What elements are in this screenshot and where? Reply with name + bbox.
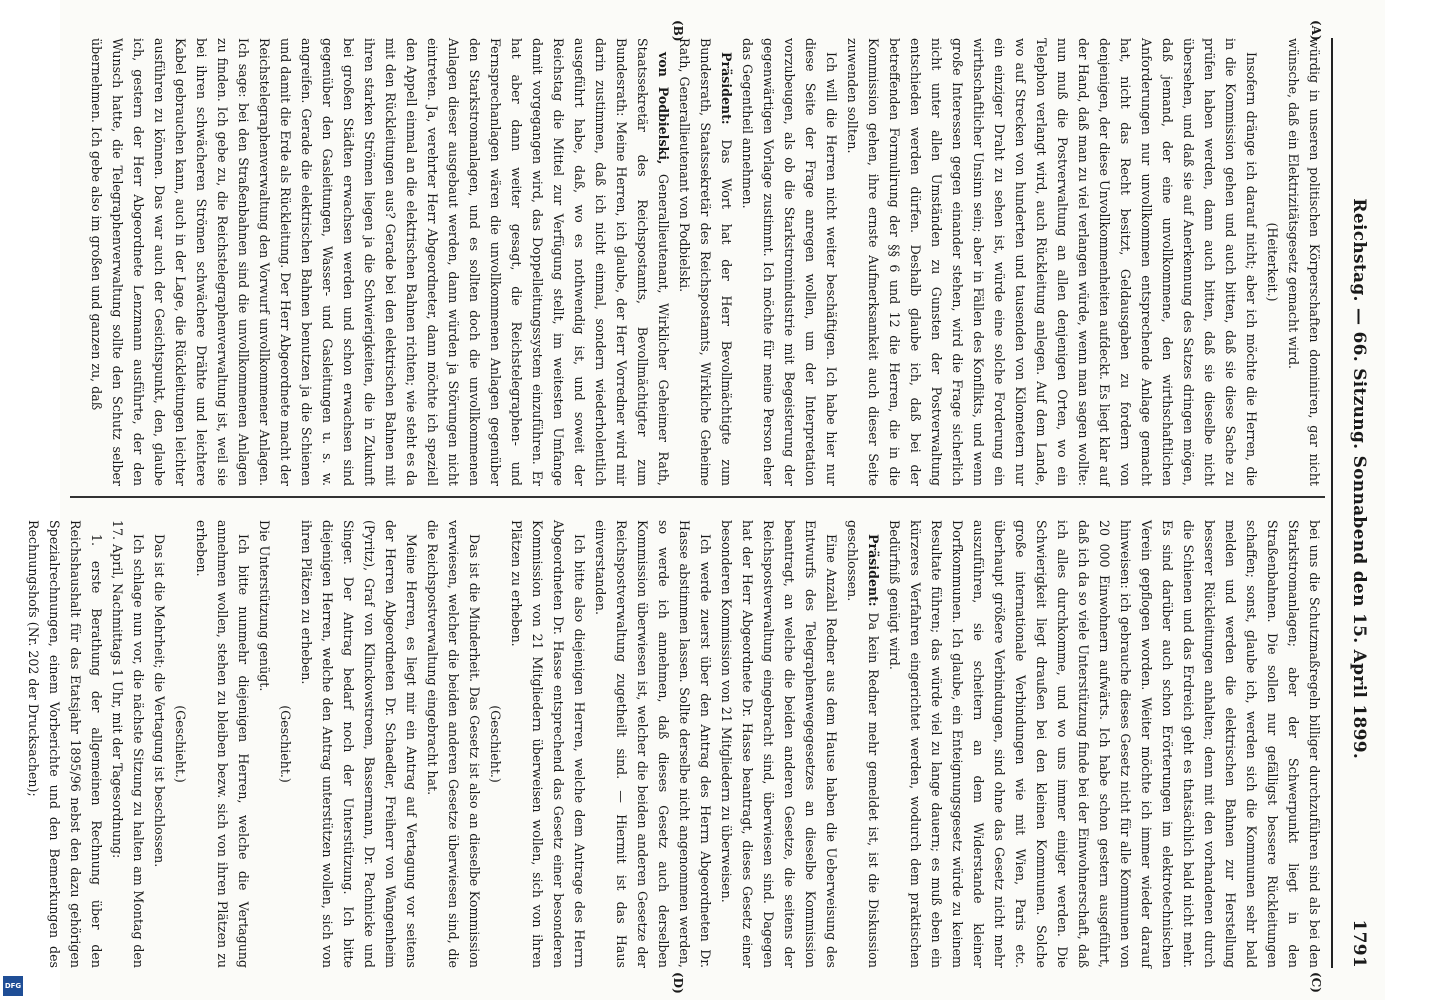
paragraph-text: bei uns die Schutzmaßregeln billiger durchzuführen sind als bei den Starkstromanlagen; aber der Schwerpunkt liegt in den Straßenbahnen. Die sollen nur gefälligst bessere Rückleitungen schaffen; sonst, glaube ich, werden sich die Kommunen sehr bald melden und werden die elektrischen Bahnen zur Herstellung besserer Rückleitungen anhalten; denn mit den vorhandenen durch die Schienen und das Erdreich geht es thatsächlich bald nicht mehr. Es sind darüber auch schon Erörterungen im elektrotechnischen Verein gepflogen worden. Weiter möchte ich immer wieder darauf hinweisen: ich gebrauche dieses Gesetz nicht für alle Kommunen von 20 000 Einwohnern aufwärts. Ich habe schon gestern ausgeführt, daß ich da so viele Unterstützung finde bei der Einwohnerschaft, daß ich alles durchkomme, und wo uns immer einiger werden. Die Schwierigkeit liegt draußen bei den kleinen Kommunen. Solche große internationale Verbindungen wie mit Wien, Paris etc. überhaupt größere Verbindungen, sind ohne das Gesetz nicht mehr auszuführen, sie scheitern an dem Widerstande kleiner Dorfkommunen. Ich glaube, ein Enteignungsgesetz würde zu keinem Resultate führen; das würde viel zu lange dauern; es muß eben ein kürzeres Verfahren eingerichtet werden, wodurch dem praktischen Bedürfniß genügt wird. [887, 520, 1322, 968]
paragraph-text: Ich will die Herren nicht weiter beschäftigen. Ich habe hier nur diese Seite der Frage anregen wollen, um der Interpretation vorzubeugen, als ob die Starkstromindustrie mit Begeisterung der gegenwärtigen Vorlage zustimmt. Ich möchte für meine Person eher das Gegentheil annehmen. [740, 38, 839, 486]
paragraph [23, 520, 107, 968]
paragraph-text: Ich schlage nun vor, die nächste Sitzung zu halten am Montag den 17. April, Nachmittags 1 Uhr, mit der Tagesordnung: [110, 520, 146, 968]
paragraph-text: Das Wort hat der Herr Bevollmächtigte zum Bundesrath, Staatssekretär des Reichspostamts, Wirkliche Geheime Rath, Generallieutenant von Podbielski. [677, 38, 734, 486]
paragraph-text: Die Unterstützung genügt. [257, 520, 272, 692]
paragraph [275, 520, 296, 968]
paragraph-text: (Geschieht.) [278, 705, 293, 783]
paragraph [716, 520, 842, 968]
header-title: Reichstag. — 66. Sitzung. Sonnabend den 15. April 1899. [1349, 198, 1369, 760]
text-column-right [26, 520, 1325, 968]
rotated-page-content [26, 0, 1385, 1000]
paragraph [674, 38, 737, 486]
paragraph-text: Ich bitte nunmehr diejenigen Herren, welche die Vertagung annehmen wollen, stehen zu bleiben bezw. sich von ihren Plätzen zu erheben. [194, 520, 251, 968]
paragraph-text: Das ist die Minderheit. Das Gesetz ist also an dieselbe Kommission verwiesen, welcher die beiden anderen Gesetze überwiesen sind, die die Reichspostverwaltung eingebracht hat. [425, 520, 482, 968]
paragraph [590, 520, 716, 968]
running-header [1337, 38, 1381, 968]
paragraph [506, 520, 590, 968]
speaker-name: von Podbielski, [656, 52, 671, 165]
paragraph [1262, 38, 1283, 486]
paragraph-text: Meine Herren, es liegt mir ein Antrag auf Vertagung vor seitens der Herren Abgeordneten Dr. Schaedler, Freiherr von Wangenheim (Pyritz), Graf von Klinckowstroem, Bassermann, Dr. Pachnicke und Singer. Der Antrag bedarf noch der Unterstützung. Ich bitte diejenigen Herren, welche den Antrag unterstützen wollen, sich von ihren Plätzen zu erheben. [299, 520, 419, 968]
paragraph [254, 520, 275, 968]
paragraph-text: würdig in unseren politischen Körperschaften dominiren, gar nicht wünsche, daß ein Elektrizitätsgesetz gemacht wird. [1286, 38, 1322, 486]
paragraph [191, 520, 254, 968]
paragraph-text: (Geschieht.) [173, 705, 188, 783]
page-number: 1791 [1349, 919, 1369, 968]
paragraph-text: 1. erste Berathung der allgemeinen Rechnung über den Reichshaushalt für das Etatsjahr 1895/96 nebst den dazu gehörigen Spezialrechnungen, einem Vorberichte und den Bemerkungen des Rechnungshofs (Nr. 202 der Drucksachen); [26, 520, 104, 968]
margin-marker-d: (D) [671, 972, 685, 994]
paragraph [149, 520, 170, 968]
paragraph [86, 38, 674, 486]
paragraph [884, 520, 1325, 968]
margin-marker-c: (C) [1309, 972, 1323, 993]
speaker-name: Präsident: [866, 534, 881, 607]
paragraph [1283, 38, 1325, 486]
paragraph [842, 38, 1262, 486]
paragraph [737, 38, 842, 486]
margin-marker-a: (A) [1309, 20, 1323, 41]
paragraph-text: Insofern dränge ich darauf nicht; aber ich möchte die Herren, die in die Kommission gehen und auch bitten, daß sie diese Sache zu prüfen haben werden, dann auch bitten, daß sie dieselbe nicht übersehen, und daß sie auf Anerkennung des Satzes dringen mögen, daß jemand, der eine unvollkommene, den wirthschaftlichen Anforderungen nur unvollkommen entsprechende Anlage gemacht hat, nicht das Recht besitzt, Geldausgaben zu fordern von denjenigen, der diese Unvollkommenheiten aufdeckt. Es liegt klar auf der Hand, daß man zu viel verlangen würde, wenn man sagen wollte: nun muß die Postverwaltung an allen denjenigen Orten, wo ein Telephon verlangt wird, auch Rückleitung anlegen. Auf dem Lande, wo auf Strecken von hunderten und tausenden von Kilometern nur ein einziger Draht zu sehen ist, würde eine solche Forderung ein wirthschaftlicher Unsinn sein; aber in Fällen des Konflikts, und wenn große Interessen gegen einander stehen, wird die Frage sicherlich nicht unter allen Umständen zu Gunsten der Postverwaltung entschieden werden dürfen. Deshalb glaube ich, daß bei der betreffenden Formulirung der §§ 6 und 12 die Herren, die in die Kommission gehen, ihre ernste Aufmerksamkeit auch dieser Seite zuwenden sollten. [845, 38, 1259, 486]
paragraph-text: (Heiterkeit.) [1265, 222, 1280, 302]
paragraph [107, 520, 149, 968]
margin-marker-b: (B) [671, 20, 685, 42]
paragraph-text: Ich werde zuerst über den Antrag des Herrn Abgeordneten Dr. Hasse abstimmen lassen. Sollte derselbe nicht angenommen werden, so werde ich annehmen, daß dieses Gesetz auch derselben Kommission überwiesen ist, welcher die beiden anderen Gesetze der Reichspostverwaltung zugetheilt sind. — Hiermit ist das Haus einverstanden. [593, 520, 713, 968]
digitization-credit-strip [0, 0, 30, 1000]
paragraph [485, 520, 506, 968]
scanned-page [26, 0, 1385, 1000]
digitization-credit [0, 10, 6, 970]
speaker-name: Präsident: [719, 52, 734, 125]
paragraph-text: (Geschieht.) [488, 705, 503, 783]
paragraph [296, 520, 422, 968]
paragraph [422, 520, 485, 968]
header-rule [1331, 38, 1333, 968]
paragraph-text: Das ist die Mehrheit; die Vertagung ist beschlossen. [152, 534, 167, 868]
paragraph-text: Eine Anzahl Redner aus dem Hause haben die Ueberweisung des Entwurfs des Telegraphenwegegesetzes an dieselbe Kommission beantragt, an welche die beiden anderen Gesetze, die seitens der Reichspostverwaltung eingebracht sind, überwiesen sind. Dagegen hat der Herr Abgeordnete Dr. Hasse beantragt, dieses Gesetz einer besonderen Kommission von 21 Mitgliedern zu überweisen. [719, 520, 839, 968]
paragraph [842, 520, 884, 968]
dfg-logo: DFG [3, 976, 23, 996]
paragraph-text: Generallieutenant, Wirklicher Geheimer Rath, Staatssekretär des Reichspostamts, Bevollmächtigter zum Bundesrath: Meine Herren, ich glaube, der Herr Vorredner wird mir darin zustimmen, daß ich nicht einmal, sondern wiederholentlich ausgeführt habe, daß, wo es nothwendig ist, und soweit der Reichstag die Mittel zur Verfügung stellt, im weitesten Umfange damit vorgegangen wird, das Doppelleitungssystem einzuführen. Er hat aber dann weiter gesagt, die Reichstelegraphen- und Fernsprechanlagen wären die unvollkommenen Anlagen gegenüber den Starkstromanlagen, und es sollten doch die unvollkommenen Anlagen dieser ausgebaut werden, dann würden ja Störungen nicht eintreten. Ja, verehrter Herr Abgeordneter, dann möchte ich speziell den Appell einmal an die elektrischen Bahnen richten; wie steht es da mit den Rückleitungen aus? Gerade bei den elektrischen Bahnen mit ihren starken Strömen liegen ja die Schwierigkeiten, die in Zukunft bei großen Städten erwachsen werden und schon erwachsen sind gegenüber den Gasleitungen, Wasser- und Gasleitungen u. s. w. angreifen. Gerade die elektrischen Bahnen benutzen ja die Schienen und damit die Erde als Rückleitung. Der Herr Abgeordnete macht der Reichstelegraphenverwaltung den Vorwurf unvollkommener Anlagen. Ich sage: bei den Straßenbahnen sind die unvollkommenen Anlagen zu finden. Ich gebe zu, die Reichstelegraphenverwaltung ist, weil sie bei ihren schwächeren Strömen schwächere Drähte und leichtere Kabel gebrauchen kann, auch in der Lage, die Rückleitungen leichter ausführen zu können. Das war auch der Gesichtspunkt, den, glaube ich, gestern der Herr Abgeordnete Lenzmann ausführte, der den Wunsch hatte, die Telegraphenverwaltung sollte den Schutz selber übernehmen. Ich gebe also im großen und ganzen zu, daß [89, 38, 671, 487]
paragraph-text: Da kein Redner mehr gemeldet ist, ist die Diskussion geschlossen. [845, 520, 881, 968]
text-column-left [70, 38, 1325, 486]
paragraph [170, 520, 191, 968]
paragraph-text: Ich bitte also diejenigen Herren, welche dem Antrage des Herrn Abgeordneten Dr. Hasse entsprechend das Gesetz einer besonderen Kommission von 21 Mitgliedern überweisen wollen, sich von ihren Plätzen zu erheben. [509, 520, 587, 968]
column-divider [70, 496, 1325, 498]
